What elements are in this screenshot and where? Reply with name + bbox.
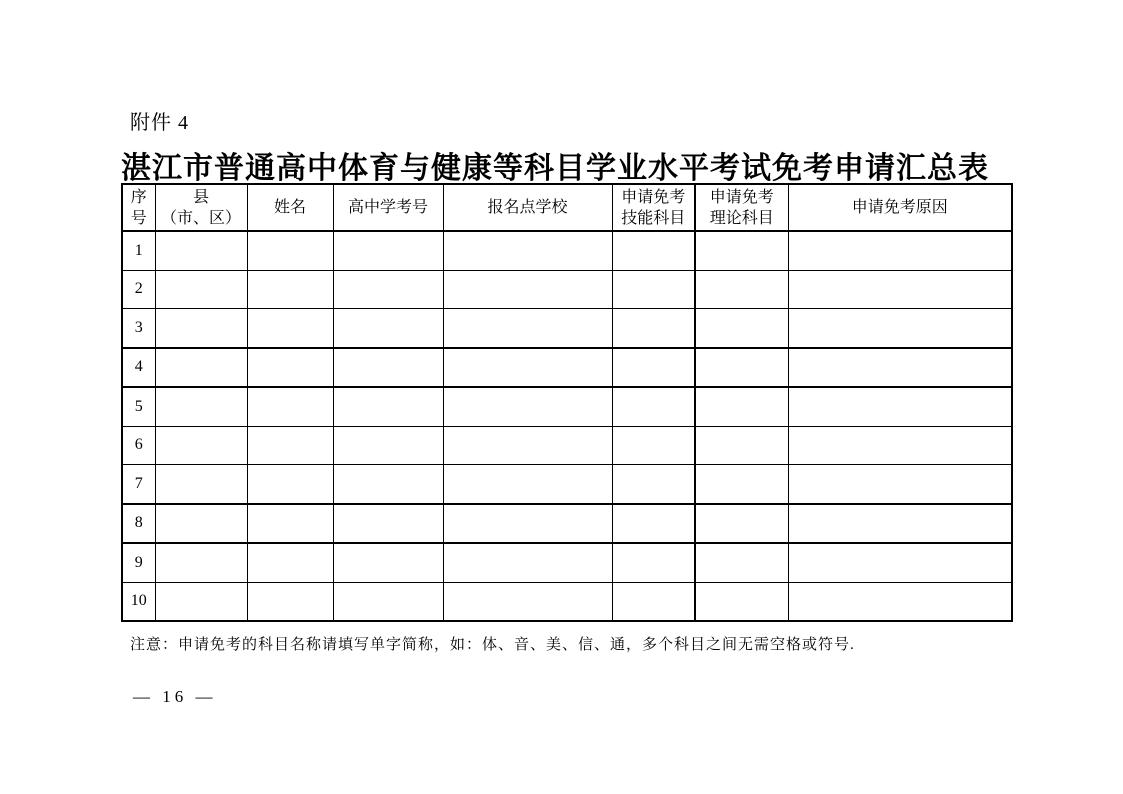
empty-cell bbox=[333, 504, 443, 544]
attachment-label: 附件 4 bbox=[130, 112, 189, 134]
empty-cell bbox=[443, 426, 612, 465]
footnote: 注意：申请免考的科目名称请填写单字简称，如：体、音、美、信、通，多个科目之间无需空格或符号. bbox=[130, 637, 855, 653]
header-label: 县 bbox=[192, 188, 209, 206]
header-label: 申请免考 bbox=[709, 188, 774, 206]
empty-cell bbox=[155, 465, 247, 504]
empty-cell bbox=[612, 387, 695, 426]
empty-cell bbox=[788, 504, 1012, 544]
empty-cell bbox=[155, 387, 247, 426]
empty-cell bbox=[443, 465, 612, 504]
empty-cell bbox=[333, 426, 443, 465]
table-row bbox=[122, 582, 1012, 621]
empty-cell bbox=[788, 387, 1012, 426]
row-number-cell: 3 bbox=[122, 309, 155, 348]
empty-cell bbox=[695, 426, 788, 465]
empty-cell bbox=[443, 543, 612, 582]
table-row bbox=[122, 465, 1012, 504]
empty-cell bbox=[333, 231, 443, 270]
empty-cell bbox=[788, 348, 1012, 388]
row-number-cell: 6 bbox=[122, 426, 155, 465]
empty-cell bbox=[443, 231, 612, 270]
header-label: （市、区） bbox=[160, 209, 241, 227]
row-number-cell: 4 bbox=[122, 348, 155, 388]
empty-cell bbox=[695, 582, 788, 621]
row-number-cell: 10 bbox=[122, 582, 155, 621]
empty-cell bbox=[695, 543, 788, 582]
column-header-registration-school bbox=[443, 184, 612, 231]
exemption-summary-table bbox=[121, 183, 1013, 622]
column-header-name bbox=[247, 184, 333, 231]
empty-cell bbox=[695, 504, 788, 544]
empty-cell bbox=[695, 309, 788, 348]
row-number-cell: 8 bbox=[122, 504, 155, 544]
empty-cell bbox=[155, 270, 247, 309]
empty-cell bbox=[247, 309, 333, 348]
empty-cell bbox=[155, 348, 247, 388]
empty-cell bbox=[247, 348, 333, 388]
table-row bbox=[122, 504, 1012, 544]
empty-cell bbox=[443, 309, 612, 348]
row-number-cell: 5 bbox=[122, 387, 155, 426]
row-number-cell: 7 bbox=[122, 465, 155, 504]
row-number-cell: 1 bbox=[122, 231, 155, 270]
empty-cell bbox=[247, 231, 333, 270]
empty-cell bbox=[155, 231, 247, 270]
empty-cell bbox=[443, 270, 612, 309]
table-row bbox=[122, 426, 1012, 465]
empty-cell bbox=[155, 582, 247, 621]
empty-cell bbox=[333, 270, 443, 309]
row-number-cell: 2 bbox=[122, 270, 155, 309]
table-row bbox=[122, 348, 1012, 388]
empty-cell bbox=[333, 387, 443, 426]
empty-cell bbox=[695, 387, 788, 426]
header-label: 理论科目 bbox=[709, 209, 774, 227]
empty-cell bbox=[247, 543, 333, 582]
header-label: 序 bbox=[130, 188, 147, 206]
header-label: 号 bbox=[130, 209, 147, 227]
empty-cell bbox=[788, 465, 1012, 504]
empty-cell bbox=[247, 426, 333, 465]
empty-cell bbox=[788, 309, 1012, 348]
empty-cell bbox=[443, 387, 612, 426]
column-header-county bbox=[155, 184, 247, 231]
column-header-serial-number bbox=[122, 184, 155, 231]
empty-cell bbox=[612, 309, 695, 348]
empty-cell bbox=[612, 582, 695, 621]
header-label: 申请免考 bbox=[621, 188, 686, 206]
column-header-exempt-theory-subject bbox=[695, 184, 788, 231]
header-label: 姓名 bbox=[273, 199, 306, 216]
empty-cell bbox=[612, 504, 695, 544]
table-header-row bbox=[122, 184, 1012, 231]
empty-cell bbox=[612, 348, 695, 388]
empty-cell bbox=[333, 582, 443, 621]
empty-cell bbox=[247, 465, 333, 504]
empty-cell bbox=[155, 309, 247, 348]
empty-cell bbox=[695, 465, 788, 504]
empty-cell bbox=[788, 270, 1012, 309]
empty-cell bbox=[612, 543, 695, 582]
empty-cell bbox=[443, 348, 612, 388]
column-header-exam-number bbox=[333, 184, 443, 231]
empty-cell bbox=[612, 465, 695, 504]
empty-cell bbox=[155, 426, 247, 465]
table-row bbox=[122, 309, 1012, 348]
empty-cell bbox=[333, 309, 443, 348]
page-number: — 16 — bbox=[133, 687, 217, 706]
empty-cell bbox=[788, 426, 1012, 465]
column-header-exempt-reason bbox=[788, 184, 1012, 231]
header-label: 报名点学校 bbox=[487, 199, 568, 216]
empty-cell bbox=[333, 543, 443, 582]
page-title: 湛江市普通高中体育与健康等科目学业水平考试免考申请汇总表 bbox=[121, 152, 989, 185]
empty-cell bbox=[695, 231, 788, 270]
empty-cell bbox=[695, 348, 788, 388]
table-row bbox=[122, 543, 1012, 582]
empty-cell bbox=[333, 348, 443, 388]
empty-cell bbox=[695, 270, 788, 309]
empty-cell bbox=[612, 426, 695, 465]
empty-cell bbox=[612, 231, 695, 270]
empty-cell bbox=[247, 582, 333, 621]
empty-cell bbox=[788, 582, 1012, 621]
table-row bbox=[122, 231, 1012, 270]
empty-cell bbox=[247, 504, 333, 544]
empty-cell bbox=[612, 270, 695, 309]
header-label: 高中学考号 bbox=[347, 199, 428, 216]
row-number-cell: 9 bbox=[122, 543, 155, 582]
table-row bbox=[122, 387, 1012, 426]
empty-cell bbox=[443, 582, 612, 621]
empty-cell bbox=[155, 504, 247, 544]
empty-cell bbox=[247, 387, 333, 426]
header-label: 技能科目 bbox=[621, 209, 686, 227]
empty-cell bbox=[443, 504, 612, 544]
empty-cell bbox=[788, 543, 1012, 582]
column-header-exempt-skill-subject bbox=[612, 184, 695, 231]
empty-cell bbox=[788, 231, 1012, 270]
header-label: 申请免考原因 bbox=[851, 199, 948, 216]
empty-cell bbox=[333, 465, 443, 504]
empty-cell bbox=[247, 270, 333, 309]
table-row bbox=[122, 270, 1012, 309]
empty-cell bbox=[155, 543, 247, 582]
